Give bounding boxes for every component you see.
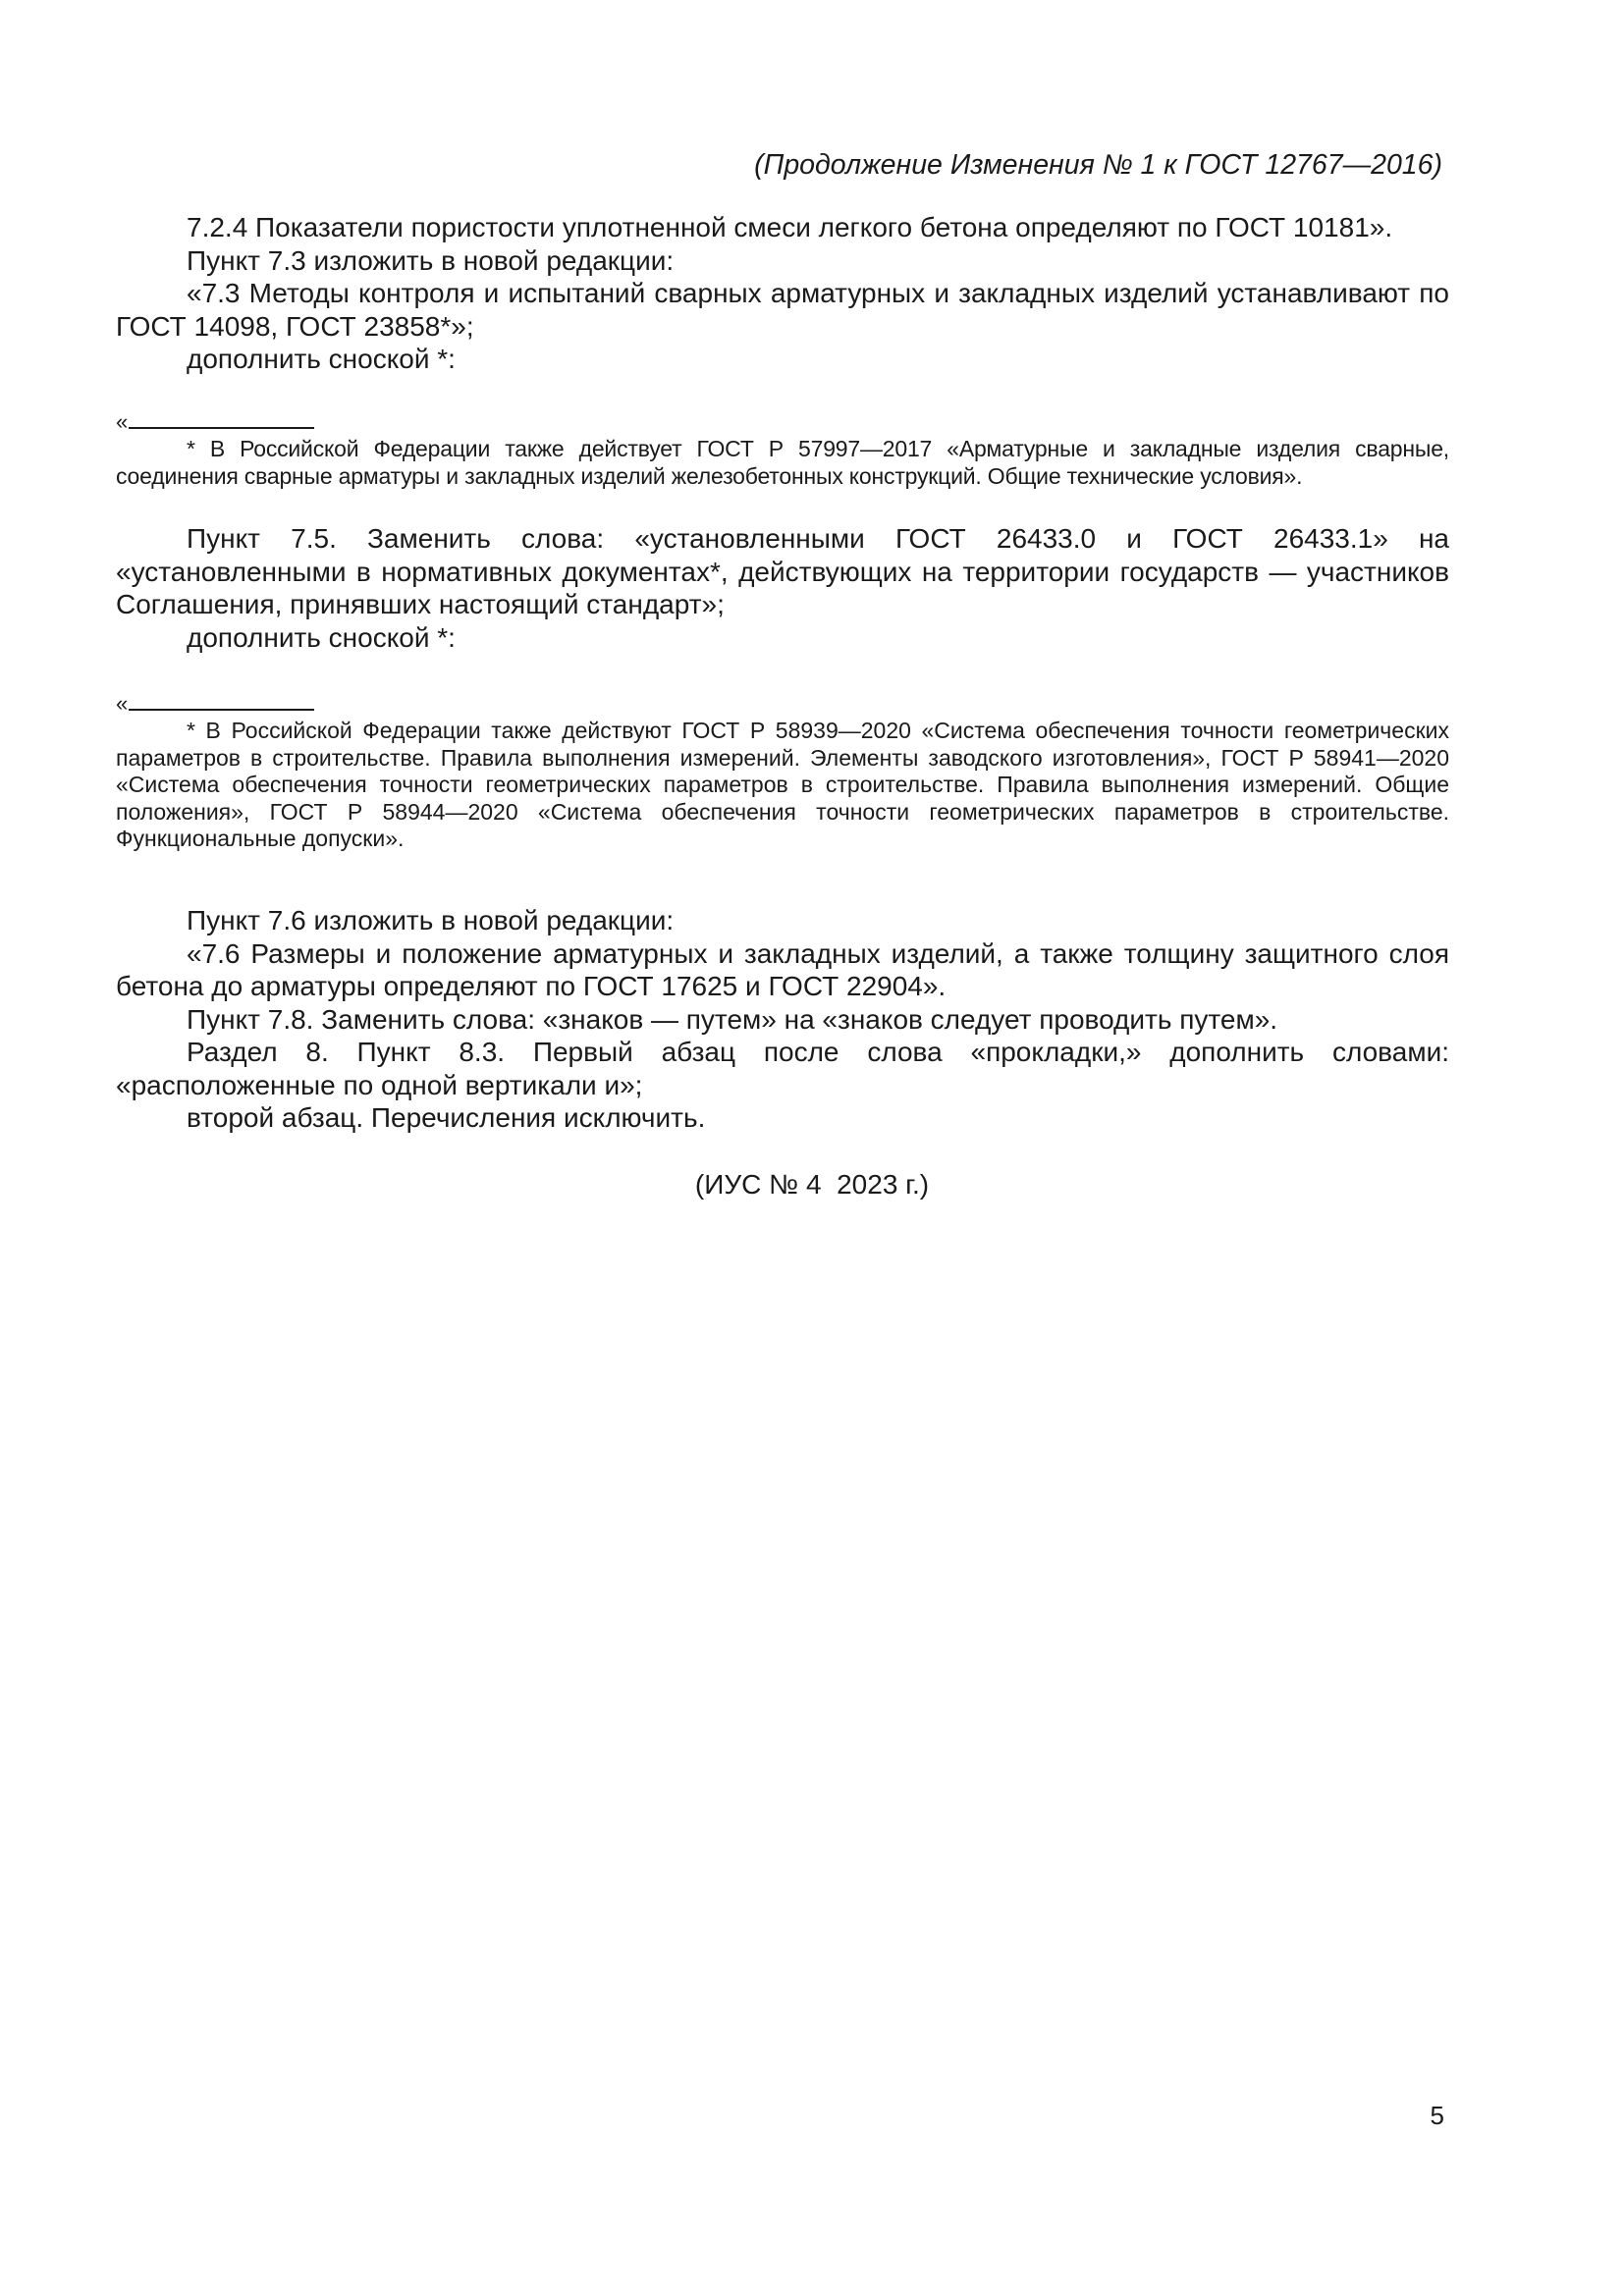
footnote-open-quote: « bbox=[116, 691, 129, 716]
footnote-2 bbox=[116, 718, 1449, 853]
amendment-text-block-1 bbox=[116, 211, 1449, 376]
paragraph-7-2-4: 7.2.4 Показатели пористости уплотненной смеси легкого бетона определяют по ГОСТ 10181». bbox=[187, 212, 1393, 242]
paragraph-7-3-instruction: Пункт 7.3 изложить в новой редакции: bbox=[187, 244, 675, 276]
footnote-rule bbox=[129, 427, 314, 429]
paragraph-add-footnote-2: дополнить сноской *: bbox=[187, 621, 456, 653]
footnote-open-quote: « bbox=[116, 409, 129, 434]
footnote-rule bbox=[129, 709, 314, 711]
footnote-1-text: * В Российской Федерации также действует ГОСТ Р 57997—2017 «Арматурные и закладные изделия сварные, соединения сварные арматуры и закладных изделий железобетонных конструкций. Общие технические условия». bbox=[116, 436, 1449, 489]
footnote-2-text: * В Российской Федерации также действуют ГОСТ Р 58939—2020 «Система обеспечения точности геометрических параметров в строительстве. Правила выполнения измерений. Элементы заводского изготовления», ГОСТ Р 58941—2020 «Система обеспечения точности геометрических параметров в строительстве. Правила выполнения измерений. Общие положения», ГОСТ Р 58944—2020 «Система обеспечения точности геометрических параметров в строительстве. Функциональные допуски». bbox=[116, 718, 1449, 851]
publication-reference: (ИУС № 4 2023 г.) bbox=[694, 1169, 930, 1200]
continuation-note: (Продолжение Изменения № 1 к ГОСТ 12767—2016) bbox=[754, 149, 1442, 181]
footnote-1 bbox=[116, 436, 1449, 490]
paragraph-7-6-instruction: Пункт 7.6 изложить в новой редакции: bbox=[187, 905, 675, 935]
paragraph-7-6-text: «7.6 Размеры и положение арматурных и закладных изделий, а также толщину защитного слоя бетона до арматуры определяют по ГОСТ 17625 и ГОСТ 22904». bbox=[116, 937, 1449, 1001]
paragraph-section-8: Раздел 8. Пункт 8.3. Первый абзац после слова «прокладки,» дополнить словами: «расположенные по одной вертикали и»; bbox=[116, 1037, 1449, 1100]
paragraph-add-footnote-1: дополнить сноской *: bbox=[187, 344, 456, 374]
paragraph-7-3-text: «7.3 Методы контроля и испытаний сварных арматурных и закладных изделий устанавливают по ГОСТ 14098, ГОСТ 23858*»; bbox=[116, 278, 1449, 342]
amendment-text-block-3 bbox=[116, 904, 1449, 1135]
paragraph-7-8: Пункт 7.8. Заменить слова: «знаков — путем» на «знаков следует проводить путем». bbox=[187, 1003, 1278, 1035]
paragraph-second-abzac: второй абзац. Перечисления исключить. bbox=[187, 1102, 706, 1133]
page-number: 5 bbox=[1430, 2101, 1444, 2130]
paragraph-7-5: Пункт 7.5. Заменить слова: «установленными ГОСТ 26433.0 и ГОСТ 26433.1» на «установленными в нормативных документах*, действующих на территории государств — участников Соглашения, принявших настоящий стандарт»; bbox=[116, 523, 1449, 619]
amendment-text-block-2 bbox=[116, 522, 1449, 654]
